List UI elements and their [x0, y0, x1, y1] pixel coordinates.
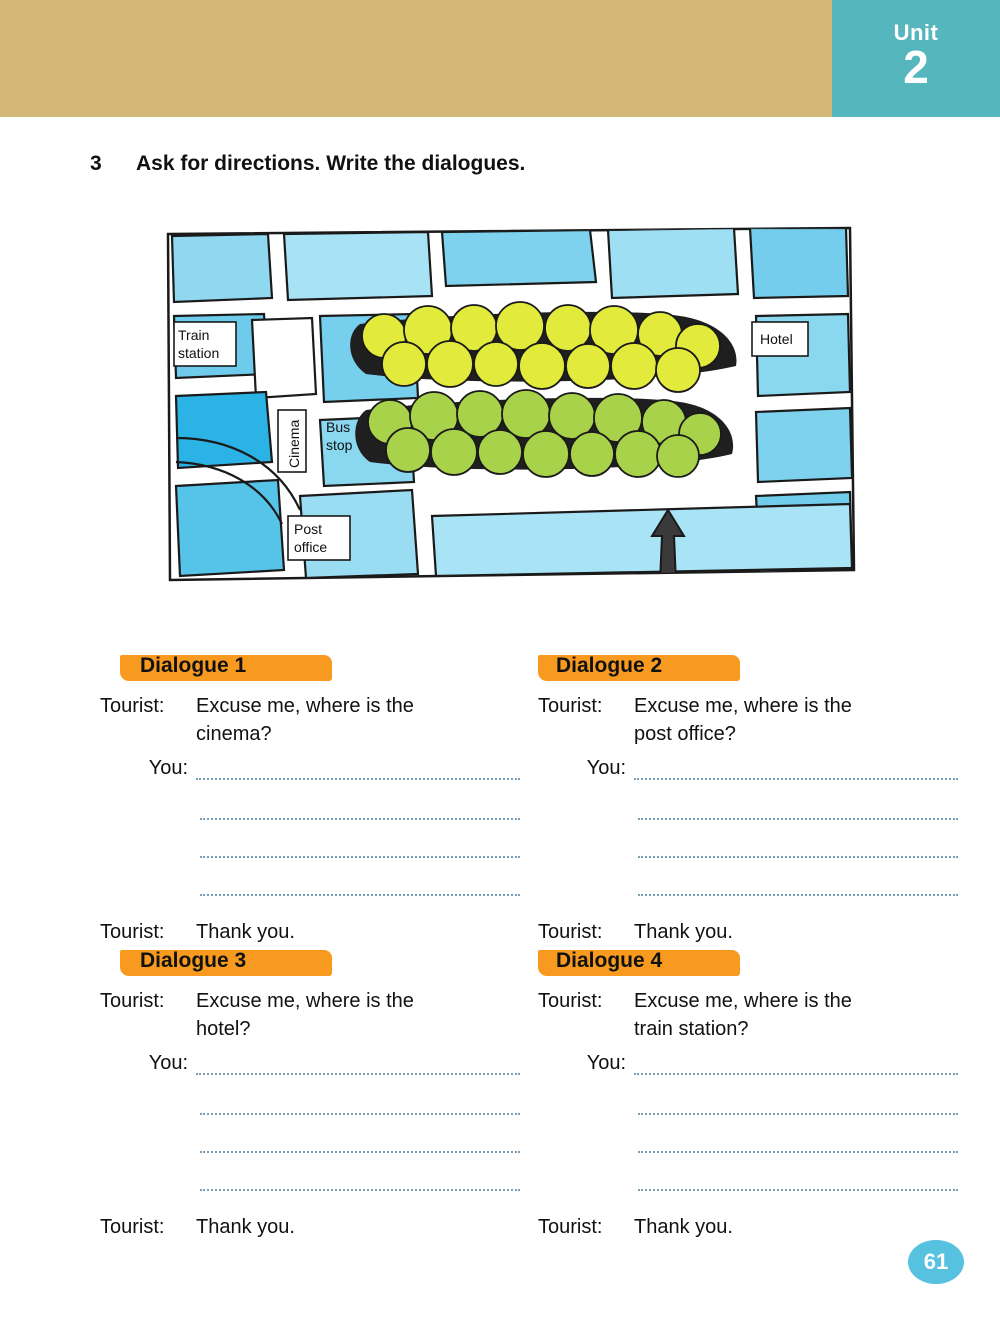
- dialogue-2-answer-row-2: [538, 794, 958, 820]
- svg-text:office: office: [294, 539, 328, 555]
- dialogue-4-you-label: You:: [586, 1052, 626, 1074]
- unit-number: 2: [903, 41, 929, 93]
- dialogue-2-answer-line-1[interactable]: [634, 756, 958, 780]
- dialogue-1-heading: [100, 650, 520, 684]
- map-illustration: [160, 224, 860, 604]
- svg-text:Bus: Bus: [326, 419, 351, 435]
- dialogue-4-tourist-line: [538, 987, 958, 1015]
- dialogue-2-question-line2: post office?: [634, 723, 736, 745]
- dialogue-1-answer-row-3: [100, 832, 520, 858]
- dialogue-3-answer-row-3: [100, 1127, 520, 1153]
- map-label-post-office: [288, 516, 350, 560]
- dialogue-block-4: [538, 945, 958, 1241]
- dialogue-2-you-label: You:: [586, 757, 626, 779]
- dialogue-3-tourist-line: [100, 987, 520, 1015]
- dialogue-block-1: [100, 650, 520, 946]
- dialogue-4-answer-row-3: [538, 1127, 958, 1153]
- dialogue-2-title: Dialogue 2: [556, 654, 663, 677]
- dialogue-block-3: [100, 945, 520, 1241]
- page-header-band: [0, 0, 1000, 117]
- dialogue-3-question-line2-row: [100, 1015, 520, 1043]
- dialogue-2-closing-row: [538, 918, 958, 946]
- dialogue-1-tourist-line: [100, 692, 520, 720]
- dialogue-4-tourist-label: Tourist:: [538, 990, 603, 1012]
- svg-text:stop: stop: [326, 437, 353, 453]
- dialogue-3-heading: [100, 945, 520, 979]
- dialogue-3-question-line2: hotel?: [196, 1018, 251, 1040]
- dialogue-3-answer-line-4[interactable]: [200, 1167, 520, 1191]
- svg-text:Train: Train: [178, 327, 210, 343]
- dialogue-4-heading: [538, 945, 958, 979]
- dialogue-2-question-line2-row: [538, 720, 958, 748]
- svg-text:station: station: [178, 345, 220, 361]
- dialogue-4-you-row: [538, 1049, 958, 1077]
- exercise-number: 3: [90, 152, 102, 175]
- dialogue-2-you-row: [538, 754, 958, 782]
- svg-text:Cinema: Cinema: [286, 419, 302, 468]
- svg-text:Hotel: Hotel: [760, 331, 793, 347]
- dialogue-3-answer-row-2: [100, 1089, 520, 1115]
- dialogue-4-answer-line-1[interactable]: [634, 1051, 958, 1075]
- dialogue-1-you-label: You:: [148, 757, 188, 779]
- dialogue-2-tourist-label: Tourist:: [538, 695, 603, 717]
- dialogue-2-tourist-line: [538, 692, 958, 720]
- dialogue-4-answer-line-4[interactable]: [638, 1167, 958, 1191]
- dialogue-4-answer-row-2: [538, 1089, 958, 1115]
- dialogue-3-question-line1: Excuse me, where is the: [196, 990, 414, 1012]
- dialogue-3-you-label: You:: [148, 1052, 188, 1074]
- dialogue-3-tourist-label: Tourist:: [100, 990, 165, 1012]
- dialogue-3-answer-line-2[interactable]: [200, 1091, 520, 1115]
- dialogue-1-closing-label: Tourist:: [100, 921, 165, 943]
- dialogue-4-question-line2: train station?: [634, 1018, 749, 1040]
- map-label-train-station: [174, 322, 236, 366]
- dialogue-4-answer-line-3[interactable]: [638, 1129, 958, 1153]
- dialogue-4-answer-row-4: [538, 1165, 958, 1191]
- dialogue-1-closing-text: Thank you.: [196, 921, 295, 943]
- dialogue-2-heading: [538, 650, 958, 684]
- dialogue-1-question-line1: Excuse me, where is the: [196, 695, 414, 717]
- dialogue-3-closing-label: Tourist:: [100, 1216, 165, 1238]
- dialogue-1-answer-row-4: [100, 870, 520, 896]
- dialogue-1-question-line2: cinema?: [196, 723, 272, 745]
- dialogue-2-closing-label: Tourist:: [538, 921, 603, 943]
- dialogue-4-closing-row: [538, 1213, 958, 1241]
- dialogue-3-closing-text: Thank you.: [196, 1216, 295, 1238]
- dialogue-block-2: [538, 650, 958, 946]
- dialogue-2-closing-text: Thank you.: [634, 921, 733, 943]
- exercise-heading: [90, 152, 525, 176]
- dialogue-1-tourist-label: Tourist:: [100, 695, 165, 717]
- dialogue-2-answer-row-4: [538, 870, 958, 896]
- dialogue-1-answer-line-1[interactable]: [196, 756, 520, 780]
- dialogue-2-answer-line-3[interactable]: [638, 834, 958, 858]
- dialogue-3-answer-line-1[interactable]: [196, 1051, 520, 1075]
- dialogue-2-question-line1: Excuse me, where is the: [634, 695, 852, 717]
- dialogue-2-answer-line-2[interactable]: [638, 796, 958, 820]
- dialogue-4-closing-text: Thank you.: [634, 1216, 733, 1238]
- dialogue-3-closing-row: [100, 1213, 520, 1241]
- map-label-hotel: [752, 322, 808, 356]
- page-number-badge: 61: [908, 1240, 964, 1284]
- svg-text:Post: Post: [294, 521, 323, 537]
- dialogue-4-question-line2-row: [538, 1015, 958, 1043]
- unit-label: Unit: [893, 20, 939, 45]
- dialogue-2-answer-line-4[interactable]: [638, 872, 958, 896]
- dialogue-4-answer-line-2[interactable]: [638, 1091, 958, 1115]
- dialogue-1-you-row: [100, 754, 520, 782]
- dialogue-2-answer-row-3: [538, 832, 958, 858]
- dialogue-1-closing-row: [100, 918, 520, 946]
- dialogue-4-closing-label: Tourist:: [538, 1216, 603, 1238]
- header-band-tan: [0, 0, 832, 117]
- dialogue-3-answer-line-3[interactable]: [200, 1129, 520, 1153]
- dialogue-3-answer-row-4: [100, 1165, 520, 1191]
- dialogue-1-answer-line-4[interactable]: [200, 872, 520, 896]
- map-label-cinema: [278, 410, 306, 472]
- dialogue-3-you-row: [100, 1049, 520, 1077]
- exercise-title: Ask for directions. Write the dialogues.: [136, 152, 526, 175]
- dialogue-1-answer-line-2[interactable]: [200, 796, 520, 820]
- dialogue-1-answer-line-3[interactable]: [200, 834, 520, 858]
- dialogue-4-question-line1: Excuse me, where is the: [634, 990, 852, 1012]
- dialogue-4-title: Dialogue 4: [556, 949, 663, 972]
- dialogue-1-question-line2-row: [100, 720, 520, 748]
- dialogue-3-title: Dialogue 3: [140, 949, 247, 972]
- dialogue-1-answer-row-2: [100, 794, 520, 820]
- dialogue-1-title: Dialogue 1: [140, 654, 247, 677]
